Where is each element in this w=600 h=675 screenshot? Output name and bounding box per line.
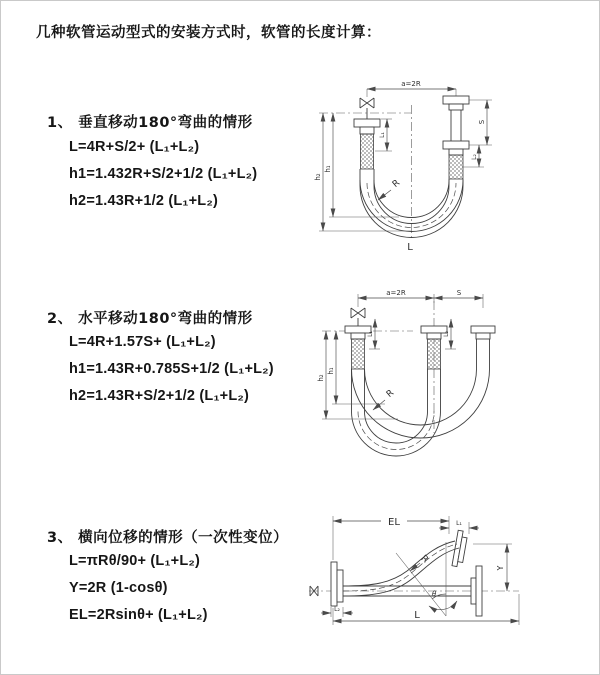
diagram-lateral-displacement (301, 504, 596, 666)
right-flange (471, 566, 482, 616)
length-label: L (407, 242, 413, 253)
dim-s (469, 100, 492, 145)
formula-1-h1: h1=1.432R+S/2+1/2 (L₁+L₂) (69, 166, 258, 182)
formula-2-l: L=4R+1.57S+ (L₁+L₂) (69, 334, 216, 350)
dim-label-l2: L₂ (334, 606, 340, 613)
radius-callout (373, 388, 396, 410)
diagram-horizontal-180-bend (313, 283, 593, 468)
dim-s (434, 289, 483, 298)
dim-l2 (321, 606, 353, 617)
section-2-heading: 2、 水平移动180°弯曲的情形 (47, 311, 253, 327)
valve-icon (351, 308, 365, 326)
formula-3-y: Y=2R (1-cosθ) (69, 580, 168, 596)
dim-label-h2: h₂ (317, 374, 325, 382)
dim-label-l1: L₁ (379, 132, 386, 138)
braided-hose-section (449, 155, 463, 179)
angle-label: θ (432, 590, 437, 598)
dim-label-a2r: a=2R (386, 289, 406, 297)
formula-1-h2: h2=1.43R+1/2 (L₁+L₂) (69, 193, 219, 209)
formula-3-el: EL=2Rsinθ+ (L₁+L₂) (69, 607, 208, 623)
braided-hose-section (428, 339, 441, 369)
dim-label-s: S (478, 119, 486, 125)
diagram-vertical-180-bend (307, 67, 597, 263)
hose-u-bends (352, 369, 490, 456)
angle-construction (396, 542, 457, 616)
page-title: 几种软管运动型式的安装方式时，软管的长度计算： (36, 25, 381, 41)
upper-right-flange (452, 530, 468, 567)
dim-label-el: EL (388, 517, 400, 528)
dim-label-s: S (456, 289, 462, 297)
dim-a2r (367, 80, 456, 97)
section-1-heading: 1、 垂直移动180°弯曲的情形 (47, 115, 253, 131)
dim-label-l2: L₂ (471, 154, 478, 160)
valve-icon (360, 98, 374, 119)
left-fitting (354, 119, 380, 169)
dim-label-l2: L₂ (443, 331, 450, 337)
formula-1-l: L=4R+S/2+ (L₁+L₂) (69, 139, 200, 155)
radius-label: R (390, 178, 403, 190)
braided-hose-section (361, 134, 374, 169)
dim-l1 (367, 319, 380, 349)
dim-l2 (443, 319, 456, 349)
dim-label-l: L (414, 610, 420, 621)
dim-label-l1: L₁ (367, 331, 374, 337)
radius-callout (378, 178, 402, 200)
formula-2-h1: h1=1.43R+0.785S+1/2 (L₁+L₂) (69, 361, 274, 377)
hose-displaced-position (343, 541, 459, 596)
dim-label-h1: h₁ (324, 165, 332, 173)
dim-label-y: Y (496, 565, 505, 571)
formula-2-h2: h2=1.43R+S/2+1/2 (L₁+L₂) (69, 388, 250, 404)
dim-label-l1: L₁ (456, 520, 462, 527)
dim-label-h1: h₁ (327, 367, 335, 375)
dim-label-h2: h₂ (314, 173, 322, 181)
section-3-heading: 3、 横向位移的情形（一次性变位） (47, 530, 289, 546)
dim-a2r (358, 289, 483, 308)
radius-label: R (384, 388, 397, 400)
right-fitting (471, 326, 495, 369)
dim-l (333, 594, 519, 625)
right-fitting-assembly (443, 96, 469, 179)
radius-callout (410, 554, 430, 571)
left-flange (331, 562, 343, 606)
dim-el (333, 516, 449, 560)
formula-3-l: L=πRθ/90+ (L₁+L₂) (69, 553, 201, 569)
dim-label-a2r: a=2R (401, 80, 421, 88)
braided-hose-section (352, 339, 365, 369)
radius-label: R (418, 553, 430, 566)
